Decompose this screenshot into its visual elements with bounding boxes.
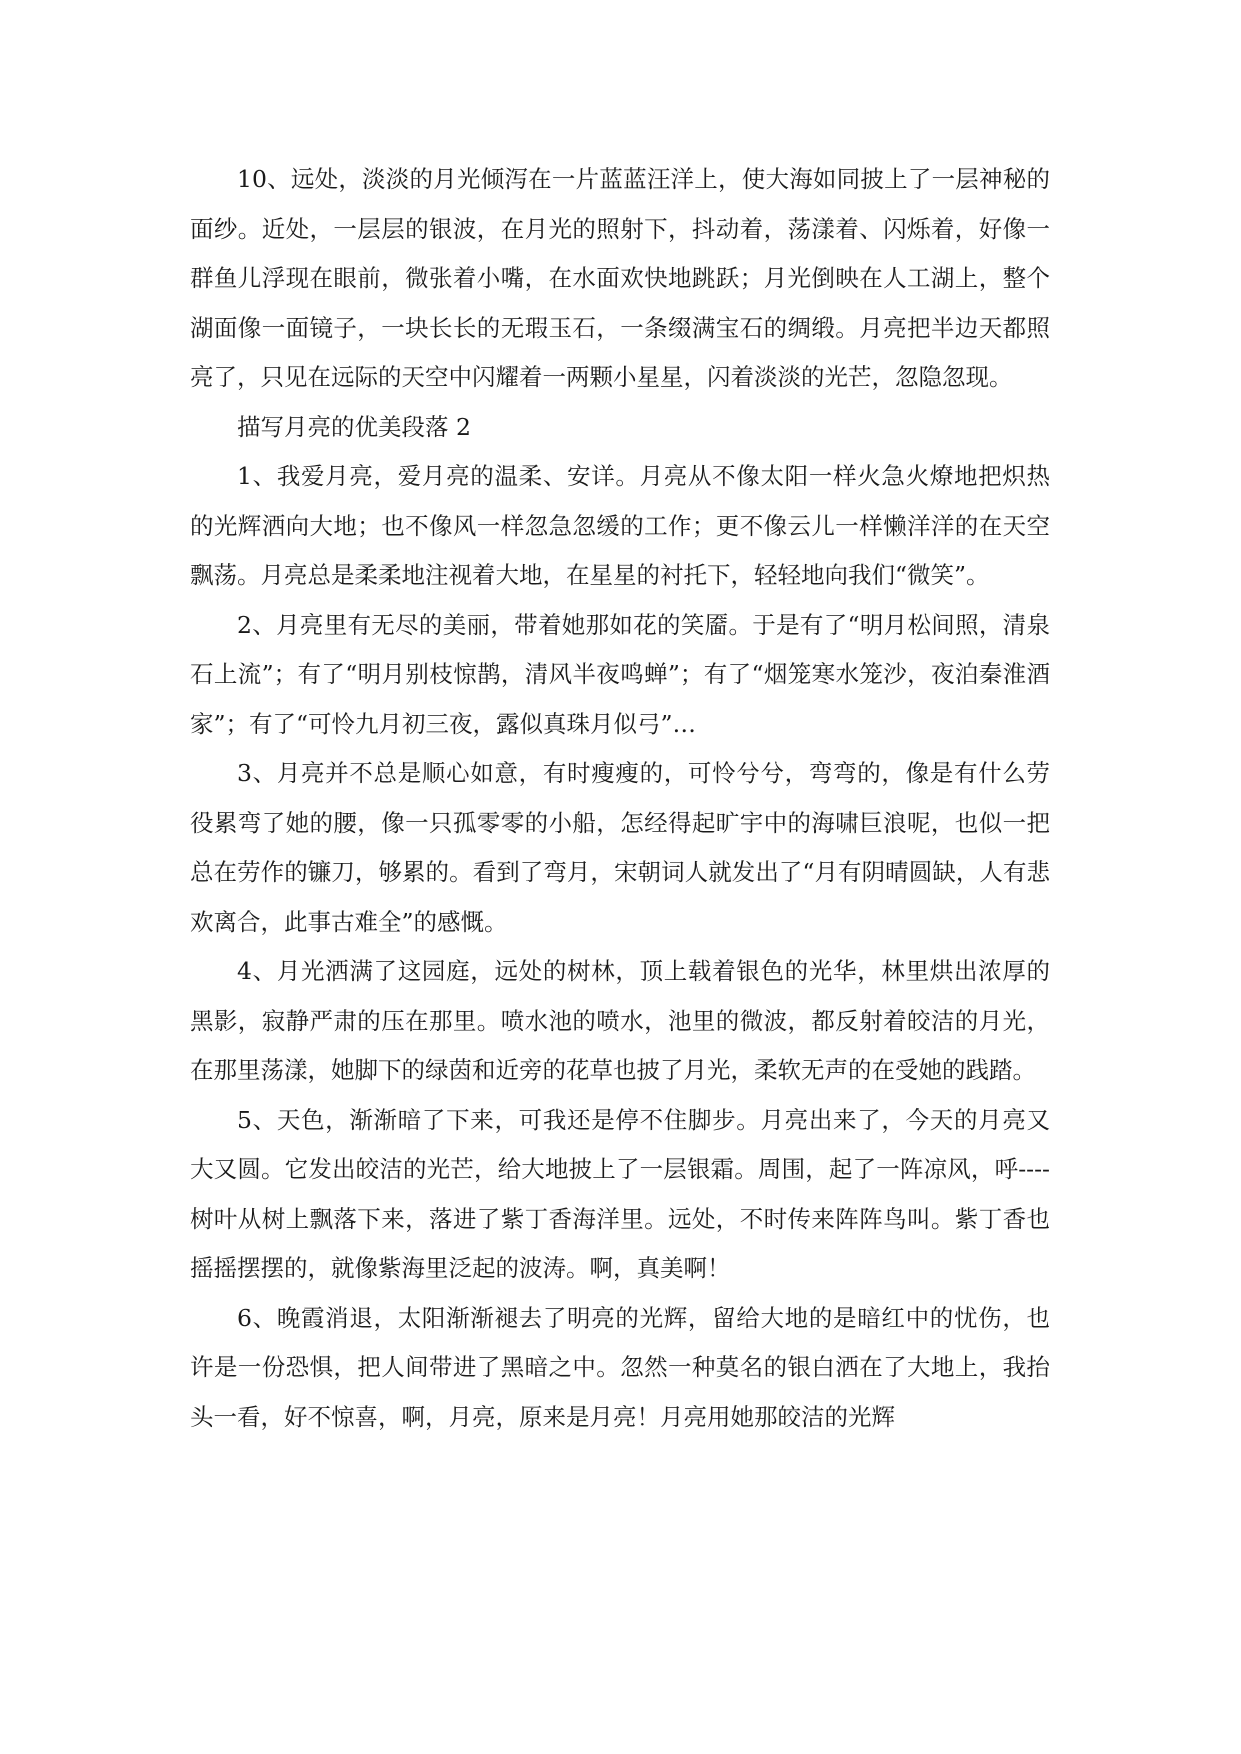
paragraph-10: 10、远处，淡淡的月光倾泻在一片蓝蓝汪洋上，使大海如同披上了一层神秘的面纱。近处，一层层的银波，在月光的照射下，抖动着，荡漾着、闪烁着，好像一群鱼儿浮现在眼前，微张着小嘴，在水面欢快地跳跃；月光倒映在人工湖上，整个湖面像一面镜子，一块长长的无瑕玉石，一条缀满宝石的绸缎。月亮把半边天都照亮了，只见在远际的天空中闪耀着一两颗小星星，闪着淡淡的光芒，忽隐忽现。 <box>190 165 1050 391</box>
section-heading: 描写月亮的优美段落 2 <box>237 412 471 441</box>
document-body <box>190 155 1050 1442</box>
paragraph-4: 4、月光洒满了这园庭，远处的树林，顶上载着银色的光华，林里烘出浓厚的黑影，寂静严肃的压在那里。喷水池的喷水，池里的微波，都反射着皎洁的月光，在那里荡漾，她脚下的绿茵和近旁的花草也披了月光，柔软无声的在受她的践踏。 <box>190 957 1050 1084</box>
paragraph-5: 5、天色，渐渐暗了下来，可我还是停不住脚步。月亮出来了，今天的月亮又大又圆。它发出皎洁的光芒，给大地披上了一层银霜。周围，起了一阵凉风，呼----树叶从树上飘落下来，落进了紫丁香海洋里。远处，不时传来阵阵鸟叫。紫丁香也摇摇摆摆的，就像紫海里泛起的波涛。啊，真美啊！ <box>190 1105 1050 1282</box>
paragraph-6: 6、晚霞消退，太阳渐渐褪去了明亮的光辉，留给大地的是暗红中的忧伤，也许是一份恐惧，把人间带进了黑暗之中。忽然一种莫名的银白洒在了大地上，我抬头一看，好不惊喜，啊，月亮，原来是月亮！月亮用她那皎洁的光辉 <box>190 1303 1050 1431</box>
paragraph-3: 3、月亮并不总是顺心如意，有时瘦瘦的，可怜兮兮，弯弯的，像是有什么劳役累弯了她的腰，像一只孤零零的小船，怎经得起旷宇中的海啸巨浪呢，也似一把总在劳作的镰刀，够累的。看到了弯月，宋朝词人就发出了“月有阴晴圆缺，人有悲欢离合，此事古难全”的感慨。 <box>190 759 1050 936</box>
paragraph-2: 2、月亮里有无尽的美丽，带着她那如花的笑靥。于是有了“明月松间照，清泉石上流”；有了“明月别枝惊鹊，清风半夜鸣蝉”；有了“烟笼寒水笼沙，夜泊秦淮酒家”；有了“可怜九月初三夜，露似真珠月似弓”… <box>190 610 1050 738</box>
paragraph-1: 1、我爱月亮，爱月亮的温柔、安详。月亮从不像太阳一样火急火燎地把炽热的光辉洒向大地；也不像风一样忽急忽缓的工作；更不像云儿一样懒洋洋的在天空飘荡。月亮总是柔柔地注视着大地，在星星的衬托下，轻轻地向我们“微笑”。 <box>190 462 1050 589</box>
